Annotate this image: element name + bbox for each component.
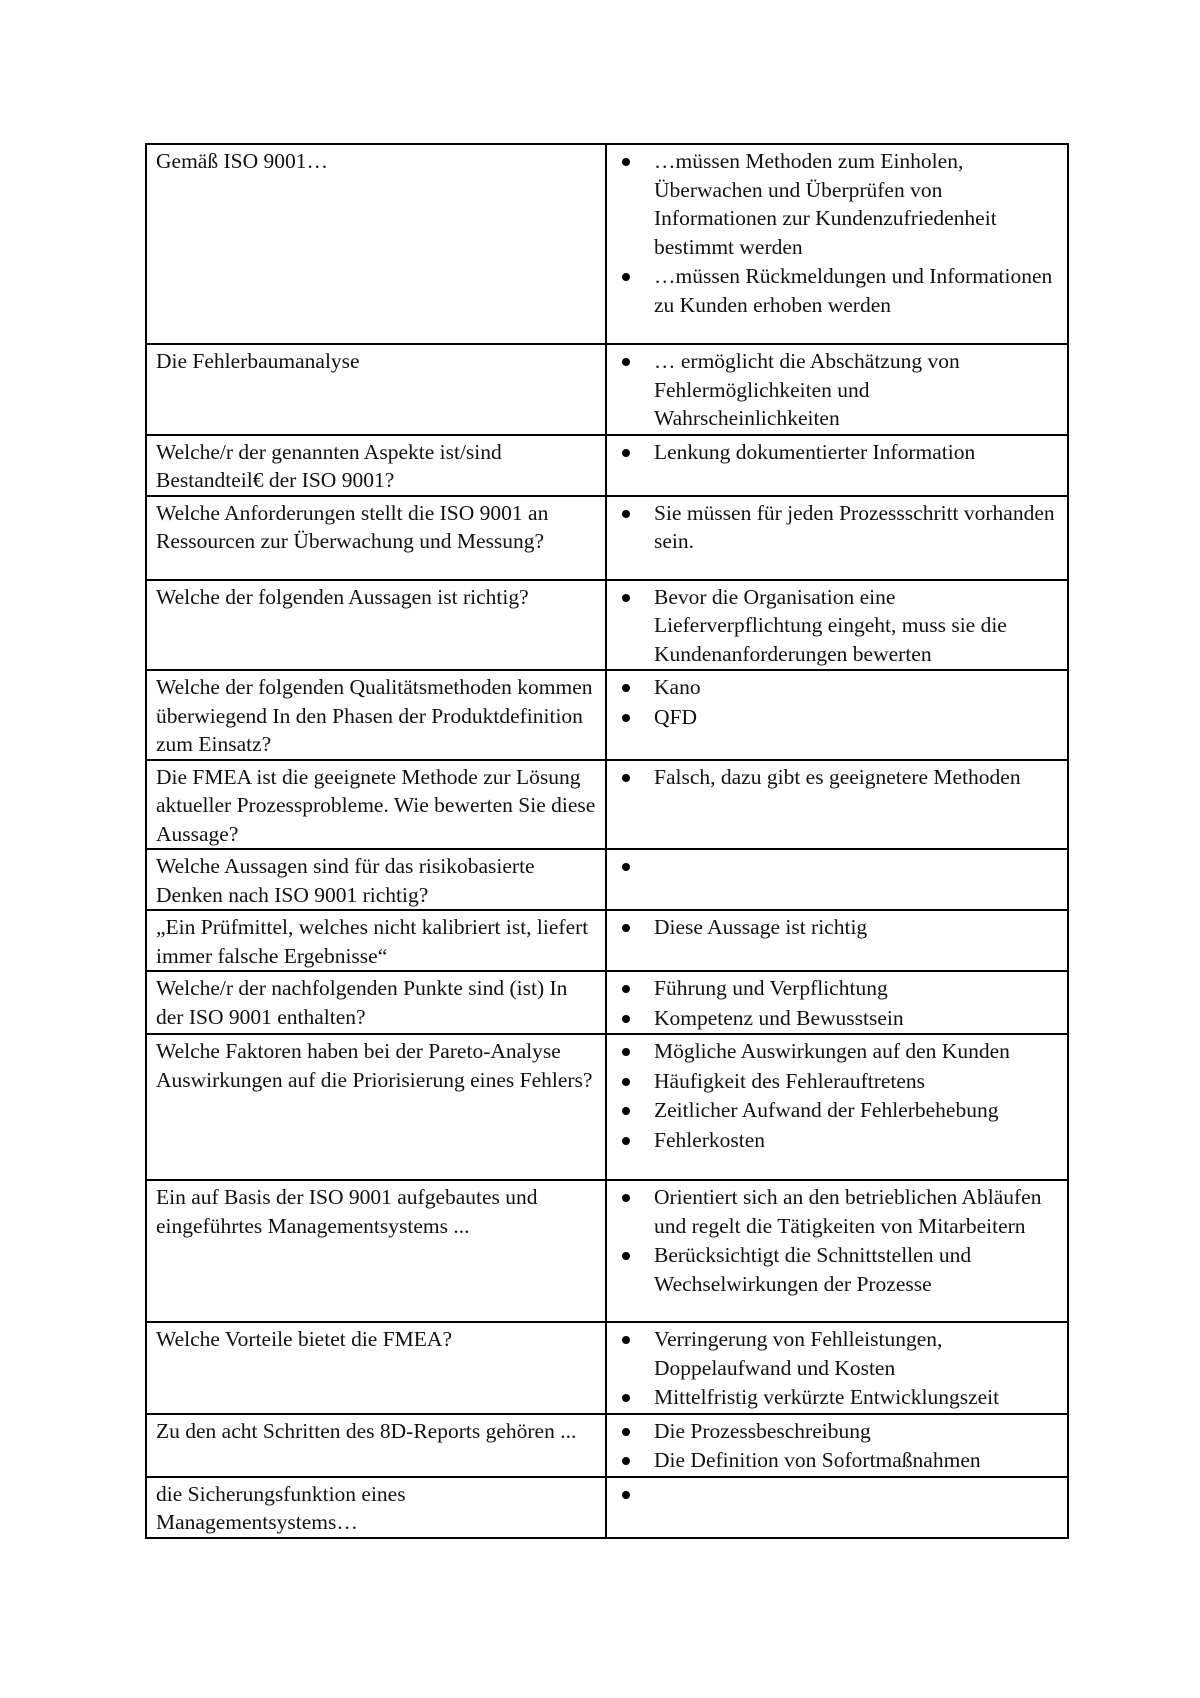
- table-row: [146, 1180, 1068, 1322]
- answer-list: [616, 347, 1059, 433]
- answer-item: Zeitlicher Aufwand der Fehlerbehebung: [616, 1096, 1059, 1125]
- answer-list: [616, 1480, 1059, 1508]
- answer-item: Bevor die Organisation eine Lieferverpflichtung eingeht, muss sie die Kundenanforderungen bewerten: [616, 583, 1059, 669]
- answer-item: … ermöglicht die Abschätzung von Fehlermöglichkeiten und Wahrscheinlichkeiten: [616, 347, 1059, 433]
- answer-item: …müssen Rückmeldungen und Informationen zu Kunden erhoben werden: [616, 262, 1059, 319]
- answer-cell: [606, 971, 1068, 1034]
- answer-cell: [606, 580, 1068, 671]
- table-row: [146, 760, 1068, 850]
- question-cell: [146, 144, 606, 344]
- answer-item: Führung und Verpflichtung: [616, 974, 1059, 1003]
- question-text: die Sicherungsfunktion eines Managementsystems…: [156, 1481, 406, 1534]
- question-text: Welche Faktoren haben bei der Pareto-Analyse Auswirkungen auf die Priorisierung eines Fehlers?: [156, 1039, 593, 1092]
- table-row: [146, 1477, 1068, 1538]
- answer-cell: [606, 1180, 1068, 1322]
- answer-cell: [606, 344, 1068, 435]
- answer-cell: [606, 496, 1068, 580]
- answer-list: [616, 438, 1059, 467]
- answer-list: [616, 499, 1059, 556]
- table-row: [146, 1034, 1068, 1180]
- answer-list: [616, 1325, 1059, 1412]
- answer-cell: [606, 1322, 1068, 1414]
- answer-item: [616, 1480, 1059, 1508]
- question-text: Welche Aussagen sind für das risikobasierte Denken nach ISO 9001 richtig?: [156, 854, 535, 907]
- table-body: [146, 144, 1068, 1538]
- question-text: Ein auf Basis der ISO 9001 aufgebautes und eingeführtes Managementsystems ...: [156, 1185, 538, 1238]
- answer-cell: [606, 670, 1068, 760]
- question-cell: [146, 1322, 606, 1414]
- table-row: [146, 971, 1068, 1034]
- answer-item: Die Definition von Sofortmaßnahmen: [616, 1446, 1059, 1475]
- table-row: [146, 849, 1068, 910]
- answer-list: [616, 147, 1059, 319]
- question-text: „Ein Prüfmittel, welches nicht kalibriert ist, liefert immer falsche Ergebnisse“: [156, 915, 589, 968]
- answer-item: Lenkung dokumentierter Information: [616, 438, 1059, 467]
- table-row: [146, 496, 1068, 580]
- question-text: Die FMEA ist die geeignete Methode zur Lösung aktueller Prozessprobleme. Wie bewerten Sie diese Aussage?: [156, 764, 596, 846]
- answer-list: [616, 583, 1059, 669]
- question-cell: [146, 344, 606, 435]
- answer-cell: [606, 910, 1068, 971]
- question-cell: [146, 435, 606, 496]
- question-text: Welche der folgenden Qualitätsmethoden kommen überwiegend In den Phasen der Produktdefinition zum Einsatz?: [156, 675, 593, 756]
- answer-item: Verringerung von Fehlleistungen, Doppelaufwand und Kosten: [616, 1325, 1059, 1382]
- question-cell: [146, 1034, 606, 1180]
- answer-item: Diese Aussage ist richtig: [616, 913, 1059, 942]
- question-text: Welche Vorteile bietet die FMEA?: [156, 1327, 453, 1351]
- answer-item: [616, 852, 1059, 880]
- question-cell: [146, 580, 606, 671]
- answer-list: [616, 763, 1059, 792]
- answer-item: QFD: [616, 703, 1059, 732]
- question-cell: [146, 971, 606, 1034]
- question-cell: [146, 910, 606, 971]
- answer-item: Häufigkeit des Fehlerauftretens: [616, 1067, 1059, 1096]
- answer-item: Sie müssen für jeden Prozessschritt vorhanden sein.: [616, 499, 1059, 556]
- answer-item: Kompetenz und Bewusstsein: [616, 1004, 1059, 1033]
- question-text: Welche/r der genannten Aspekte ist/sind Bestandteil€ der ISO 9001?: [156, 439, 502, 492]
- table-row: [146, 435, 1068, 496]
- answer-list: [616, 913, 1059, 942]
- answer-cell: [606, 144, 1068, 344]
- question-cell: [146, 496, 606, 580]
- answer-cell: [606, 435, 1068, 496]
- answer-cell: [606, 849, 1068, 910]
- answer-cell: [606, 1414, 1068, 1477]
- table-row: [146, 144, 1068, 344]
- table-row: [146, 344, 1068, 435]
- question-answer-table: [145, 143, 1069, 1539]
- table-row: [146, 580, 1068, 671]
- answer-item: Kano: [616, 673, 1059, 702]
- question-cell: [146, 1414, 606, 1477]
- table-row: [146, 910, 1068, 971]
- question-cell: [146, 670, 606, 760]
- answer-cell: [606, 1477, 1068, 1538]
- answer-list: [616, 1037, 1059, 1154]
- answer-item: Mögliche Auswirkungen auf den Kunden: [616, 1037, 1059, 1066]
- question-cell: [146, 1180, 606, 1322]
- question-text: Welche Anforderungen stellt die ISO 9001 an Ressourcen zur Überwachung und Messung?: [156, 500, 549, 553]
- question-cell: [146, 760, 606, 850]
- answer-list: [616, 1183, 1059, 1298]
- answer-list: [616, 673, 1059, 731]
- question-text: Die Fehlerbaumanalyse: [156, 349, 360, 373]
- answer-item: Fehlerkosten: [616, 1126, 1059, 1155]
- table-row: [146, 1414, 1068, 1477]
- question-text: Welche der folgenden Aussagen ist richtig?: [156, 584, 529, 609]
- question-text: Gemäß ISO 9001…: [156, 149, 328, 173]
- answer-list: [616, 852, 1059, 880]
- answer-item: …müssen Methoden zum Einholen, Überwachen und Überprüfen von Informationen zur Kundenzufriedenheit bestimmt werden: [616, 147, 1059, 261]
- answer-item: Mittelfristig verkürzte Entwicklungszeit: [616, 1383, 1059, 1412]
- answer-list: [616, 974, 1059, 1032]
- answer-item: Falsch, dazu gibt es geeignetere Methoden: [616, 763, 1059, 792]
- answer-item: Berücksichtigt die Schnittstellen und Wechselwirkungen der Prozesse: [616, 1241, 1059, 1298]
- answer-cell: [606, 760, 1068, 850]
- answer-item: Die Prozessbeschreibung: [616, 1417, 1059, 1446]
- answer-cell: [606, 1034, 1068, 1180]
- table-row: [146, 670, 1068, 760]
- question-cell: [146, 1477, 606, 1538]
- answer-item: Orientiert sich an den betrieblichen Abläufen und regelt die Tätigkeiten von Mitarbeitern: [616, 1183, 1059, 1240]
- question-text: Zu den acht Schritten des 8D-Reports gehören ...: [156, 1418, 577, 1443]
- question-cell: [146, 849, 606, 910]
- table-row: [146, 1322, 1068, 1414]
- answer-list: [616, 1417, 1059, 1475]
- question-text: Welche/r der nachfolgenden Punkte sind (ist) In der ISO 9001 enthalten?: [156, 976, 568, 1029]
